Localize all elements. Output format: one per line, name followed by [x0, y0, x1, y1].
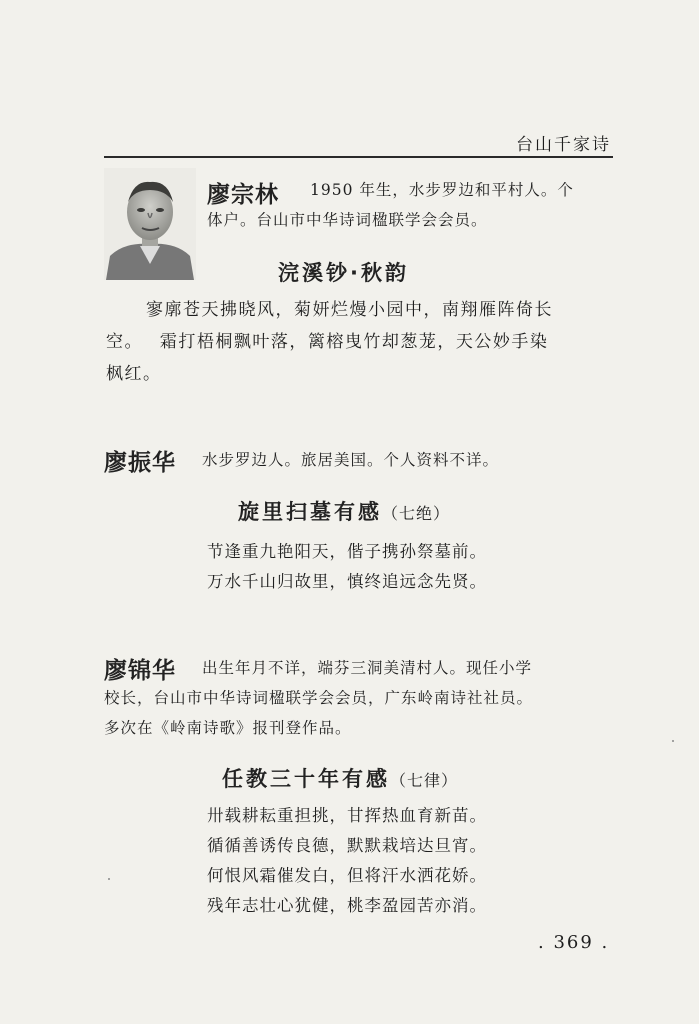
poet-bio-line: 校长，台山市中华诗词楹联学会会员，广东岭南诗社社员。	[104, 689, 534, 707]
verse-line: 何恨风霜催发白，但将汗水洒花娇。	[207, 866, 487, 885]
poet-bio-line: 体户。台山市中华诗词楹联学会会员。	[207, 211, 488, 229]
poet-name: 廖宗林	[207, 182, 279, 208]
page-number: . 369 .	[538, 932, 610, 953]
scan-speck	[108, 878, 110, 880]
verse-line: 万水千山归故里，慎终追远念先贤。	[207, 572, 487, 591]
poem-verse	[207, 801, 487, 921]
poem-prose-line: 寥廓苍天拂晓风，菊妍烂熳小园中，南翔雁阵倚长	[146, 300, 553, 320]
verse-line: 循循善诱传良德，默默栽培达旦宵。	[207, 836, 487, 855]
poet-bio-line: 出生年月不详，端芬三洞美清村人。现任小学	[202, 659, 533, 677]
running-header: 台山千家诗	[516, 135, 611, 155]
poem-title	[222, 763, 458, 793]
poet-name: 廖振华	[104, 450, 176, 476]
poem-title	[238, 496, 450, 526]
poet-bio-line: 水步罗边人。旅居美国。个人资料不详。	[202, 451, 500, 469]
poem-title-text: 浣溪钞·秋韵	[278, 261, 409, 285]
verse-line: 节逢重九艳阳天，偕子携孙祭墓前。	[207, 542, 487, 561]
verse-line: 卅载耕耘重担挑，甘挥热血育新苗。	[207, 806, 487, 825]
verse-line: 残年志壮心犹健，桃李盈园苦亦消。	[207, 896, 487, 915]
poet-portrait-photo	[104, 168, 196, 280]
poem-title-text: 旋里扫墓有感	[238, 500, 382, 524]
poem-prose-line: 空。 霜打梧桐飘叶落，篱榕曳竹却葱茏，天公妙手染	[106, 332, 549, 352]
poem-verse	[207, 537, 487, 597]
poet-bio-line: 1950 年生，水步罗边和平村人。个	[310, 181, 574, 199]
header-rule	[104, 156, 613, 158]
poem-title	[278, 257, 409, 287]
scan-speck	[672, 740, 674, 742]
poet-bio-line: 多次在《岭南诗歌》报刊登作品。	[104, 719, 352, 737]
poem-form: （七绝）	[382, 504, 451, 523]
poem-prose-line: 枫红。	[106, 364, 162, 384]
poet-name: 廖锦华	[104, 658, 176, 684]
poem-form: （七律）	[390, 771, 459, 790]
poem-title-text: 任教三十年有感	[222, 767, 390, 791]
